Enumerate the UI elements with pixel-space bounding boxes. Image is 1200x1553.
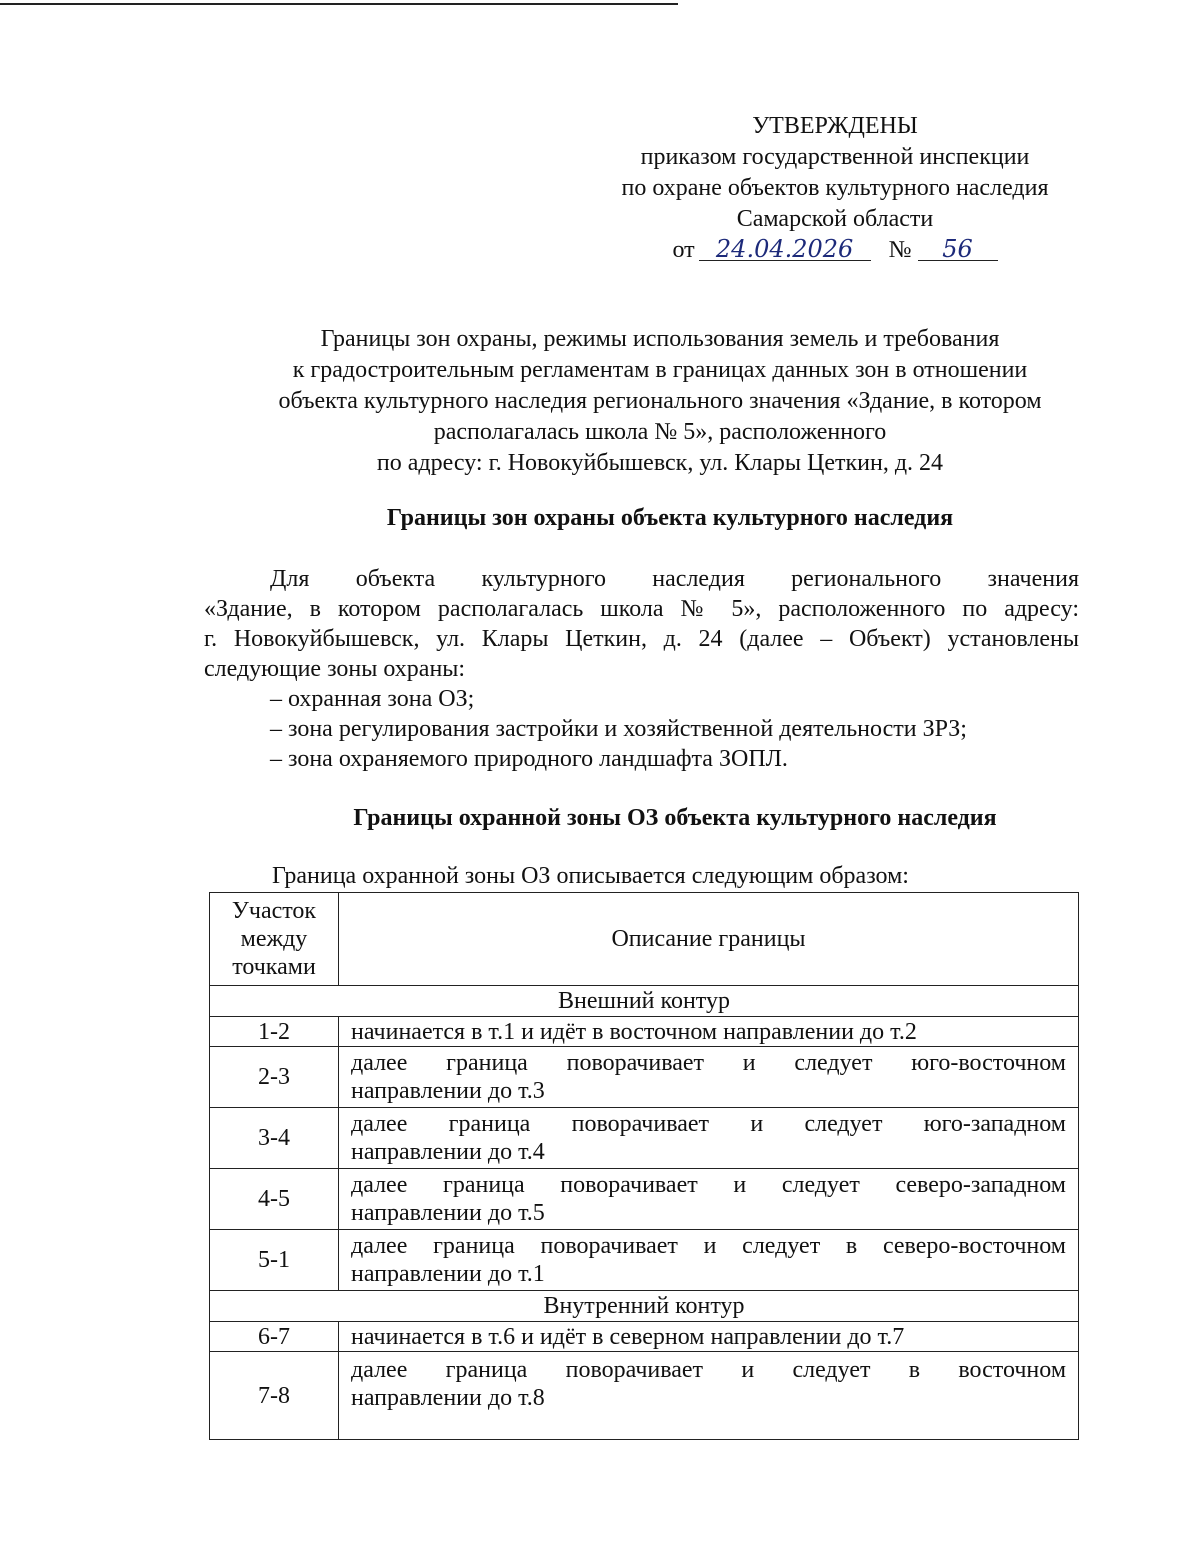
para-line-2: «Здание, в котором располагалась школа № 5», расположенного по адресу: [204,596,1079,622]
section-heading-oz: Границы охранной зоны ОЗ объекта культурного наследия [353,805,997,831]
segment-cell: 5-1 [210,1230,339,1291]
boundary-table [209,892,1079,1440]
inner-contour-label: Внутренний контур [210,1291,1079,1322]
zones-list [270,684,1070,774]
description-line: направлении до т.1 [351,1261,545,1287]
header-description: Описание границы [339,893,1079,986]
inner-contour-row [210,1291,1079,1322]
segment-cell: 2-3 [210,1047,339,1108]
approval-line-3: Самарской области [736,206,934,232]
header-segment [210,893,339,986]
description-line: направлении до т.4 [351,1139,545,1165]
description-cell: начинается в т.6 и идёт в северном направлении до т.7 [339,1322,1079,1352]
segment-cell: 4-5 [210,1169,339,1230]
segment-cell: 6-7 [210,1322,339,1352]
title-line-5: по адресу: г. Новокуйбышевск, ул. Клары Цеткин, д. 24 [376,450,944,476]
table-row [210,1047,1079,1108]
description-cell [339,1047,1079,1108]
title-line-2: к градостроительным регламентам в границах данных зон в отношении [292,357,1028,383]
outer-contour-row [210,986,1079,1017]
title-line-1: Границы зон охраны, режимы использования земель и требования [320,326,1000,352]
document-title [160,324,1160,479]
list-item: – зона регулирования застройки и хозяйственной деятельности ЗРЗ; [270,716,967,742]
table-row [210,1322,1079,1352]
description-cell [339,1230,1079,1291]
description-line: далее граница поворачивает и следует северо-западном [351,1172,1066,1198]
approval-line-1: приказом государственной инспекции [640,144,1030,170]
segment-cell: 3-4 [210,1108,339,1169]
description-line: далее граница поворачивает и следует юго-западном [351,1111,1066,1137]
para-line-3: г. Новокуйбышевск, ул. Клары Цеткин, д. 24 (далее – Объект) установлены [204,626,1079,652]
approval-title: УТВЕРЖДЕНЫ [752,113,918,139]
description-line: направлении до т.5 [351,1200,545,1226]
segment-cell: 1-2 [210,1017,339,1047]
description-line: далее граница поворачивает и следует юго-восточном [351,1050,1066,1076]
outer-contour-label: Внешний контур [210,986,1079,1017]
table-row [210,1169,1079,1230]
date-prefix: от [672,237,695,263]
number-prefix: № [888,237,912,263]
list-item: – зона охраняемого природного ландшафта ЗОПЛ. [270,746,788,772]
description-cell [339,1169,1079,1230]
approval-line-2: по охране объектов культурного наследия [621,175,1049,201]
description-line: далее граница поворачивает и следует в восточном [351,1357,1066,1383]
approval-date-line [570,235,1100,266]
table-row [210,1230,1079,1291]
zones-paragraph [204,564,1079,684]
section-heading-zones: Границы зон охраны объекта культурного наследия [386,505,954,531]
description-cell: начинается в т.1 и идёт в восточном направлении до т.2 [339,1017,1079,1047]
description-cell [339,1352,1079,1440]
table-row [210,1352,1079,1440]
header-segment-line: между [240,926,308,952]
table-row [210,1017,1079,1047]
handwritten-number: 56 [918,238,998,261]
description-line: далее граница поворачивает и следует в северо-восточном [351,1233,1066,1259]
table-intro: Граница охранной зоны ОЗ описывается следующим образом: [272,863,909,889]
para-line-1: Для объекта культурного наследия регионального значения [270,566,1079,592]
title-line-3: объекта культурного наследия регионального значения «Здание, в котором [278,388,1042,414]
scan-edge-line [0,3,678,5]
approval-block [570,111,1100,266]
description-line: направлении до т.3 [351,1078,545,1104]
description-line: направлении до т.8 [351,1385,545,1411]
handwritten-date: 24.04.2026 [699,238,871,261]
title-line-4: располагалась школа № 5», расположенного [433,419,887,445]
table-header-row [210,893,1079,986]
header-segment-line: Участок [231,898,317,924]
segment-cell: 7-8 [210,1352,339,1440]
description-cell [339,1108,1079,1169]
table-row [210,1108,1079,1169]
header-segment-line: точками [232,954,316,980]
list-item: – охранная зона ОЗ; [270,686,475,712]
para-line-4: следующие зоны охраны: [204,656,466,682]
